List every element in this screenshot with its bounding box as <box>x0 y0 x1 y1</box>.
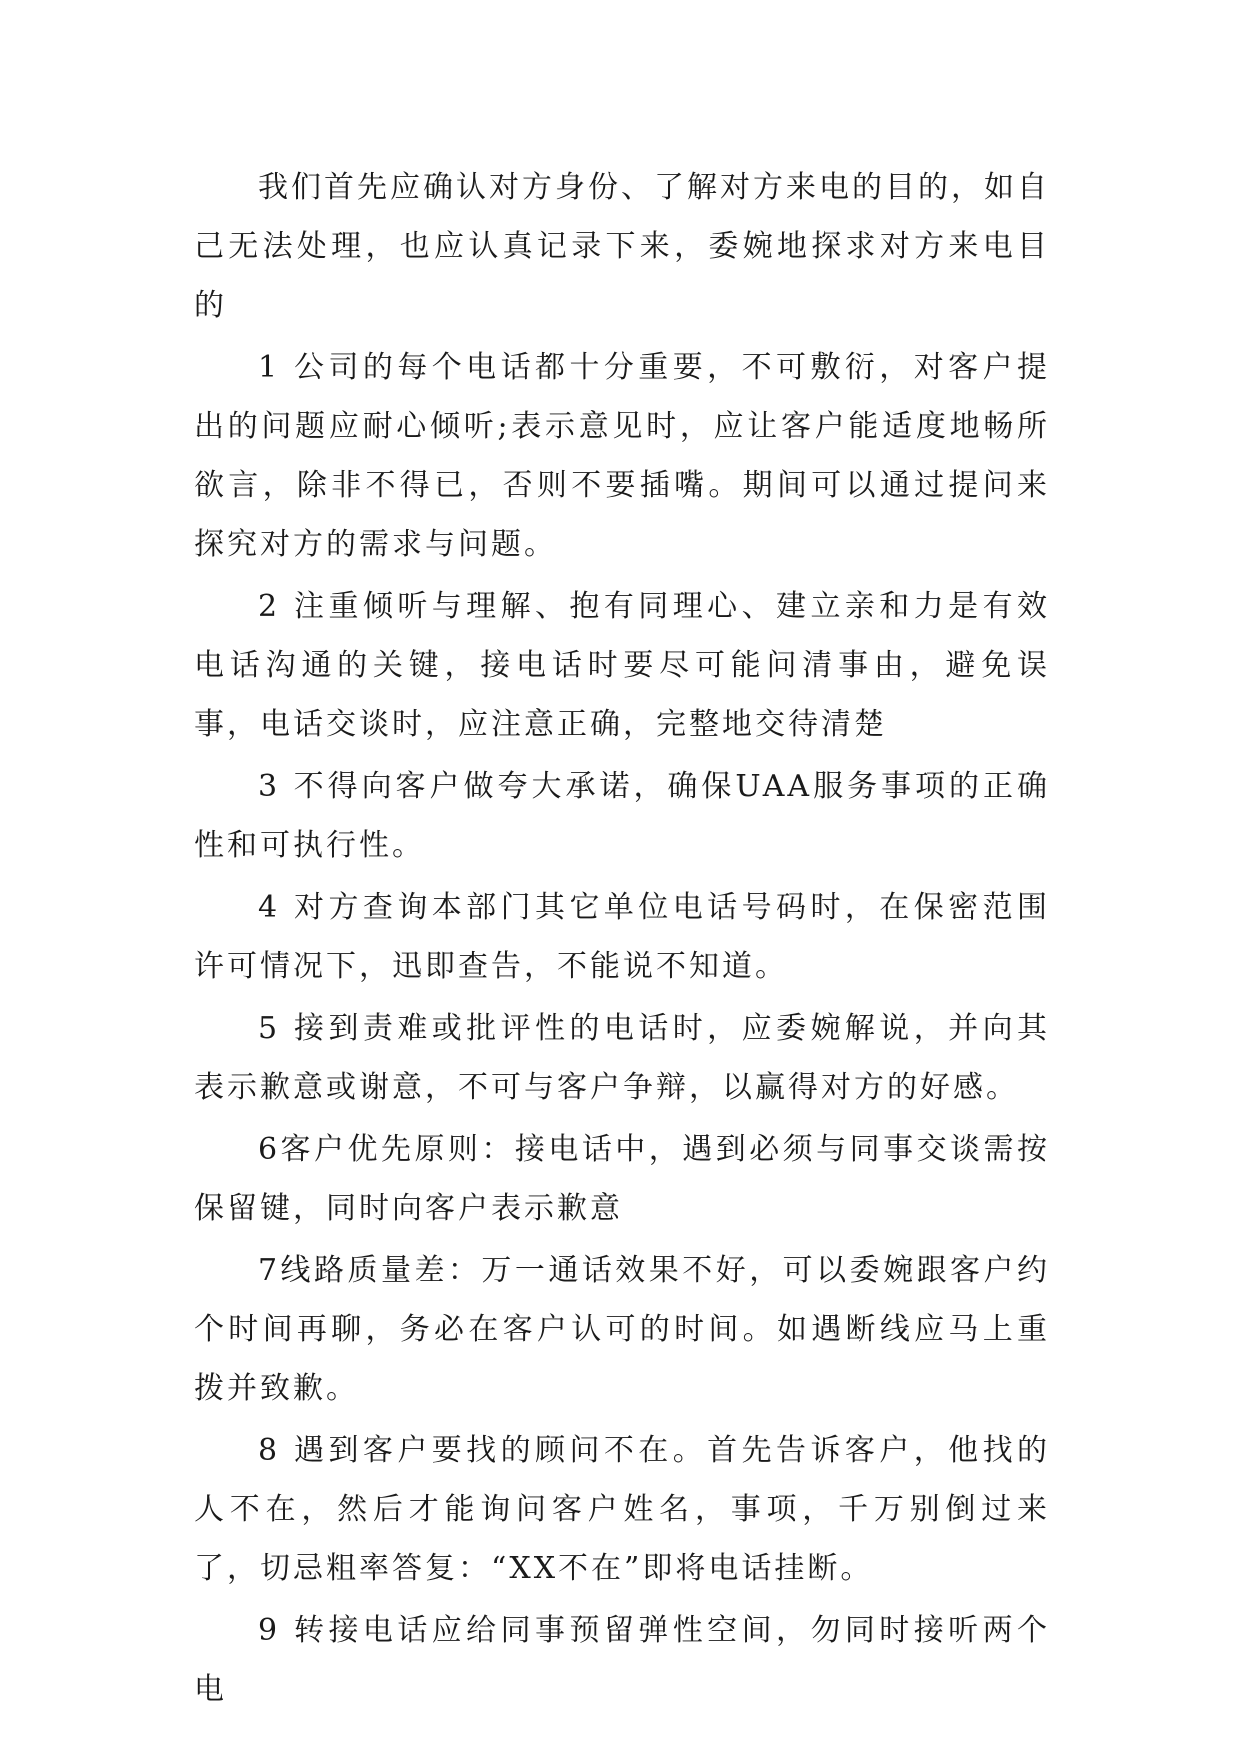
paragraph-item-5: 5 接到责难或批评性的电话时，应委婉解说，并向其表示歉意或谢意，不可与客户争辩，以赢得对方的好感。 <box>194 1011 1050 1105</box>
paragraph-item-1: 1 公司的每个电话都十分重要，不可敷衍，对客户提出的问题应耐心倾听;表示意见时，应让客户能适度地畅所欲言，除非不得已，否则不要插嘴。期间可以通过提问来探究对方的需求与问题。 <box>194 350 1050 562</box>
paragraph-item-6: 6客户优先原则：接电话中，遇到必须与同事交谈需按保留键，同时向客户表示歉意 <box>194 1132 1050 1226</box>
paragraph-item-3: 3 不得向客户做夸大承诺，确保UAA服务事项的正确性和可执行性。 <box>194 769 1050 863</box>
document-body <box>194 158 1050 1722</box>
paragraph-item-4: 4 对方查询本部门其它单位电话号码时，在保密范围许可情况下，迅即查告，不能说不知道。 <box>194 890 1050 984</box>
paragraph-item-7: 7线路质量差：万一通话效果不好，可以委婉跟客户约个时间再聊，务必在客户认可的时间。如遇断线应马上重拨并致歉。 <box>194 1253 1050 1406</box>
paragraph-item-2: 2 注重倾听与理解、抱有同理心、建立亲和力是有效电话沟通的关键，接电话时要尽可能问清事由，避免误事，电话交谈时，应注意正确，完整地交待清楚 <box>194 589 1050 742</box>
paragraph-item-8: 8 遇到客户要找的顾问不在。首先告诉客户，他找的人不在，然后才能询问客户姓名，事项，千万别倒过来了，切忌粗率答复：“XX不在”即将电话挂断。 <box>194 1433 1050 1586</box>
paragraph-item-9: 9 转接电话应给同事预留弹性空间，勿同时接听两个电 <box>194 1613 1050 1707</box>
paragraph-intro: 我们首先应确认对方身份、了解对方来电的目的，如自己无法处理，也应认真记录下来，委婉地探求对方来电目的 <box>194 170 1050 323</box>
